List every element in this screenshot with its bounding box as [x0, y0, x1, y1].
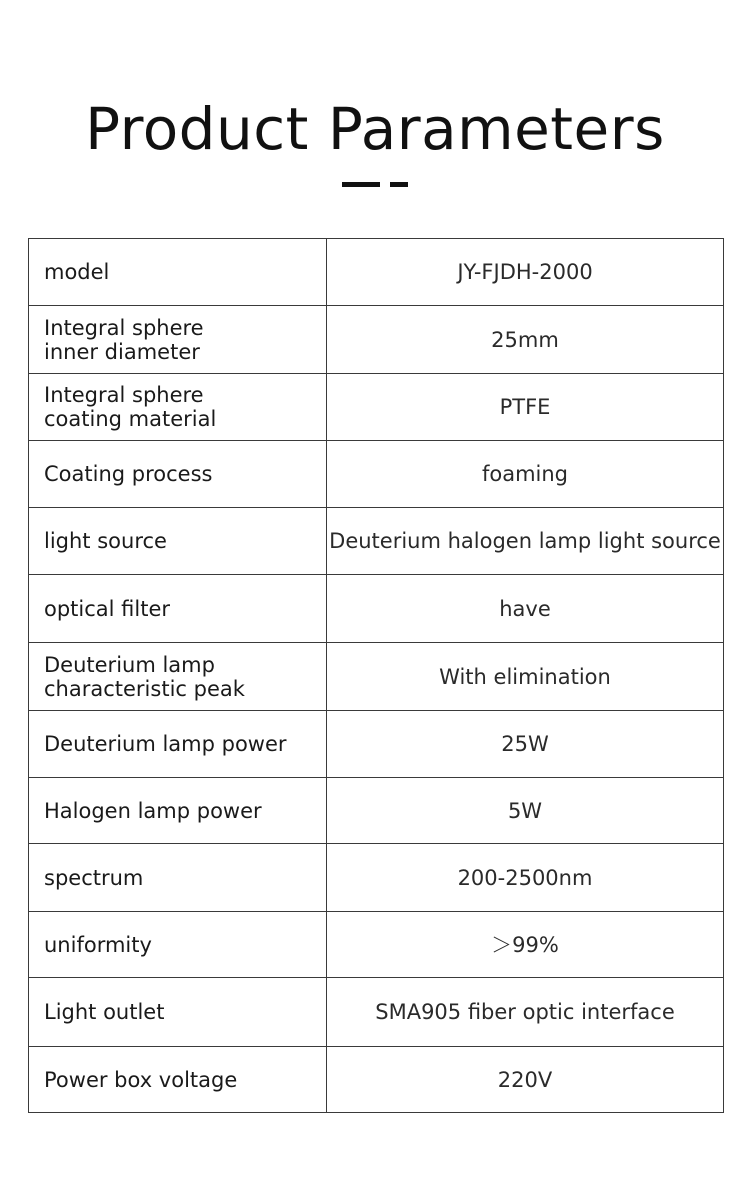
row-label-cell	[29, 441, 327, 508]
row-label: Integral sphere coating material	[44, 383, 217, 431]
row-label: Halogen lamp power	[44, 798, 262, 823]
row-value: foaming	[327, 441, 724, 508]
row-value: 5W	[327, 778, 724, 844]
table-row	[29, 575, 724, 643]
title-underline-long	[342, 182, 380, 187]
row-label-cell	[29, 508, 327, 575]
table-row	[29, 643, 724, 711]
table-row	[29, 844, 724, 912]
page-title: Product Parameters	[85, 95, 665, 163]
table-row	[29, 239, 724, 306]
row-label-cell	[29, 575, 327, 643]
row-label: Power box voltage	[44, 1067, 238, 1092]
row-label: model	[44, 260, 110, 284]
row-label-cell	[29, 374, 327, 441]
row-label: Deuterium lamp power	[44, 732, 287, 756]
row-label-cell	[29, 978, 327, 1047]
row-label-cell	[29, 239, 327, 306]
row-label: Light outlet	[44, 1000, 165, 1024]
table-row	[29, 508, 724, 575]
row-value: have	[327, 575, 724, 643]
table-row	[29, 778, 724, 844]
row-label-cell	[29, 1047, 327, 1113]
title-underline-short	[390, 182, 408, 187]
row-label-cell	[29, 306, 327, 374]
row-value: SMA905 fiber optic interface	[327, 978, 724, 1047]
row-value: PTFE	[327, 374, 724, 441]
row-label-cell	[29, 844, 327, 912]
row-label: Coating process	[44, 462, 213, 486]
row-value: ＞99%	[327, 912, 724, 978]
row-label: light source	[44, 529, 167, 553]
row-value: JY-FJDH-2000	[327, 239, 724, 306]
row-label-cell	[29, 643, 327, 711]
row-label-cell	[29, 778, 327, 844]
table-row	[29, 374, 724, 441]
table-row	[29, 711, 724, 778]
parameters-table	[28, 238, 724, 1113]
row-label: Deuterium lamp characteristic peak	[44, 652, 245, 701]
row-value: 25W	[327, 711, 724, 778]
row-value: With elimination	[327, 643, 724, 711]
row-value: 25mm	[327, 306, 724, 374]
table-row	[29, 978, 724, 1047]
row-label: optical filter	[44, 596, 171, 621]
row-value: 200-2500nm	[327, 844, 724, 912]
table-row	[29, 441, 724, 508]
table-row	[29, 1047, 724, 1113]
row-value: Deuterium halogen lamp light source	[327, 508, 724, 575]
row-label: spectrum	[44, 865, 144, 890]
row-label-cell	[29, 711, 327, 778]
row-value: 220V	[327, 1047, 724, 1113]
table-row	[29, 306, 724, 374]
row-label: uniformity	[44, 932, 152, 957]
table-row	[29, 912, 724, 978]
row-label: Integral sphere inner diameter	[44, 315, 204, 364]
row-label-cell	[29, 912, 327, 978]
